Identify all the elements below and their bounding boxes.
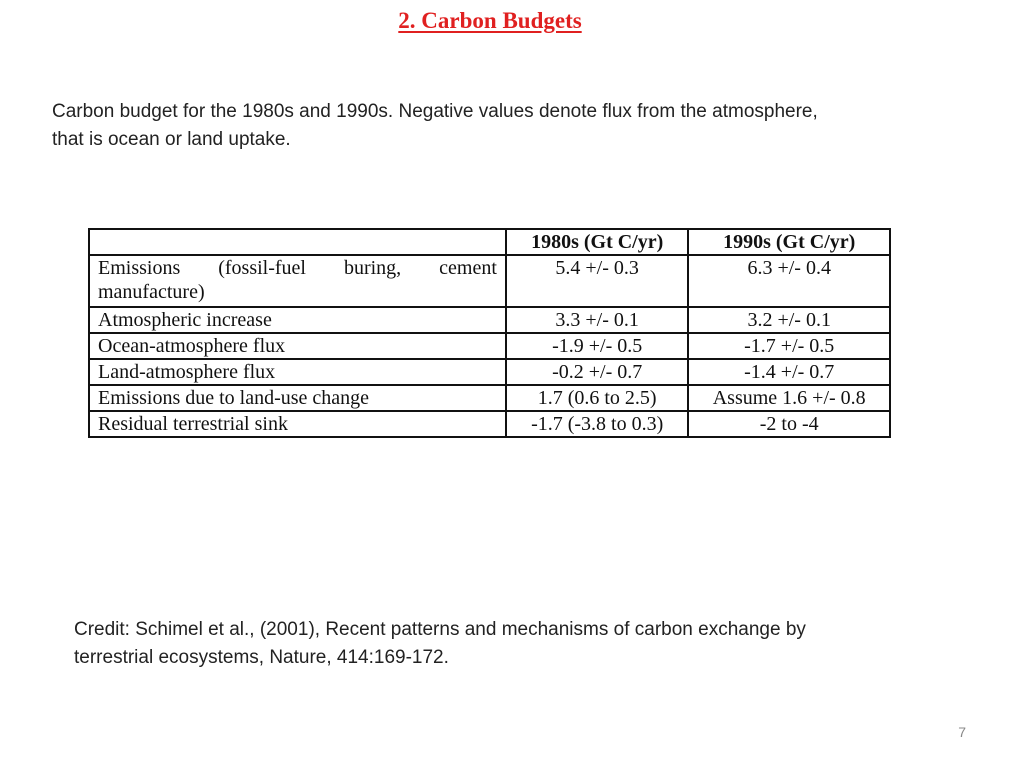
carbon-budget-table [88, 228, 891, 438]
intro-line-2: that is ocean or land uptake. [52, 129, 291, 150]
slide-title: 2. Carbon Budgets [398, 8, 582, 33]
intro-text [52, 98, 972, 154]
row-label: Emissions due to land-use change [89, 385, 506, 411]
intro-line-1: Carbon budget for the 1980s and 1990s. Negative values denote flux from the atmosphere, [52, 101, 818, 122]
credit-text [74, 616, 974, 672]
credit-line-2: terrestrial ecosystems, Nature, 414:169-172. [74, 647, 449, 668]
value-1980s: 5.4 +/- 0.3 [506, 255, 689, 307]
table-header-row [89, 229, 890, 255]
header-1990s: 1990s (Gt C/yr) [688, 229, 890, 255]
value-1980s: 1.7 (0.6 to 2.5) [506, 385, 689, 411]
row-label: Residual terrestrial sink [89, 411, 506, 437]
value-1990s: 3.2 +/- 0.1 [688, 307, 890, 333]
row-label: Emissions (fossil-fuel buring, cement manufacture) [89, 255, 506, 307]
row-label: Atmospheric increase [89, 307, 506, 333]
value-1980s: -0.2 +/- 0.7 [506, 359, 689, 385]
table-row [89, 359, 890, 385]
table-row [89, 307, 890, 333]
value-1990s: -2 to -4 [688, 411, 890, 437]
value-1980s: 3.3 +/- 0.1 [506, 307, 689, 333]
value-1980s: -1.7 (-3.8 to 0.3) [506, 411, 689, 437]
page-number: 7 [958, 724, 966, 740]
table-row [89, 333, 890, 359]
row-label: Land-atmosphere flux [89, 359, 506, 385]
table-row [89, 255, 890, 307]
table-row [89, 385, 890, 411]
header-label-cell [89, 229, 506, 255]
value-1990s: 6.3 +/- 0.4 [688, 255, 890, 307]
value-1990s: -1.7 +/- 0.5 [688, 333, 890, 359]
value-1990s: Assume 1.6 +/- 0.8 [688, 385, 890, 411]
row-label: Ocean-atmosphere flux [89, 333, 506, 359]
value-1980s: -1.9 +/- 0.5 [506, 333, 689, 359]
header-1980s: 1980s (Gt C/yr) [506, 229, 689, 255]
table-row [89, 411, 890, 437]
value-1990s: -1.4 +/- 0.7 [688, 359, 890, 385]
credit-line-1: Credit: Schimel et al., (2001), Recent patterns and mechanisms of carbon exchange by [74, 619, 806, 640]
